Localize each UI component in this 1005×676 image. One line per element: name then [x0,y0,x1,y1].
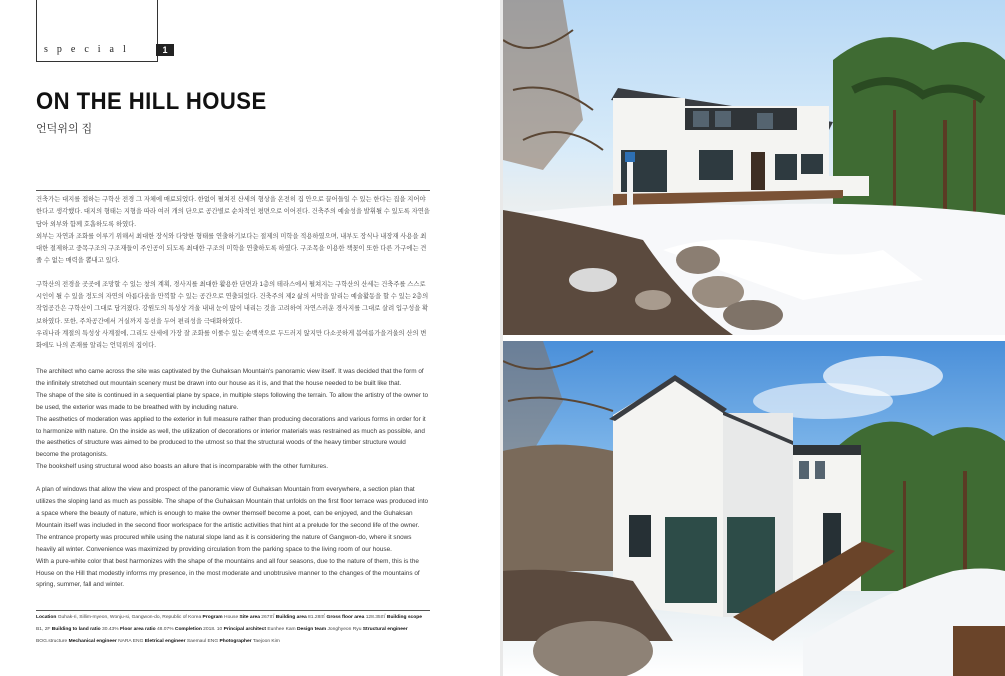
credit-value: 81.28㎡ [308,615,327,620]
english-paragraph: A plan of windows that allow the view and prospect of the panoramic view of Guhaksan Mountain from everywhere, a section plan that utilizes the sloping land as much as possible. The shape of the Guhaksan Mountain that unfolds on the first floor terrace was produced into a space where the beauty of nature, which is enough to make the owner themself become a poet, can be enjoyed, and the Guhaksan Mountain itself was included in the second floor workspace for the artistic activities that hint at a prelude for the second life of the owner. The entrance property was procured while using the natural slope land as it is considering the nature of Gangwon-do, where it snows heavily all winter. Convenience was maximized by providing circulation from the parking space to the living room of our house. With a pure-white color that best harmonizes with the shape of the mountains and all four seasons, due to the nature of them, this is the House on the Hill that modestly informs my presence, in the most moderate and unobtrusive manner to the changes of the mountains of spring, summer, fall and winter. [36,486,429,589]
credit-value: 128.35㎡ [365,615,387,620]
credit-value: 48.07% [156,627,175,632]
credit-label: Site area [239,615,262,620]
credit-label: Mechanical engineer [68,639,119,644]
credit-label: Photographer [219,639,253,644]
english-body [36,366,430,602]
house-photo-top [503,0,1005,335]
credit-label: Location [36,615,58,620]
credit-value: House [224,615,240,620]
article-title: ON THE HILL HOUSE [36,88,267,115]
project-credits [36,612,430,648]
credit-label: Structural engineer [362,627,408,632]
house-photo-bottom [503,341,1005,676]
left-page [0,0,500,676]
credit-label: Design team [296,627,328,632]
credit-value: Saemaul ENG [186,639,220,644]
korean-body [36,194,430,364]
top-rule [36,190,430,191]
credit-value: 2018. 10 [203,627,224,632]
credit-label: Program [202,615,225,620]
credit-label: Building scope [386,615,422,620]
house-photo-bottom-illustration [503,341,1005,676]
korean-paragraph: 구학산의 전경을 곳곳에 조망할 수 있는 창의 계획, 경사지를 최대한 활용한 단면과 1층의 테라스에서 펼쳐지는 구학산의 산세는 건축주를 스스로 시인이 될 수 있을 정도의 자연의 아름다움을 만끽할 수 있는 공간으로 연출되었다. 건축주의 제2 삶의 서막을 알리는 예술활동을 할 수 있는 2층의 작업공간은 구학산이 그대로 담겨졌다. 강원도의 특성상 겨울 내내 눈이 많이 내리는 것을 고려하여 자연스러운 경사지를 그대로 살려 입구성을 확보하였다. 또한, 주차공간에서 거실까지 동선을 두어 편리성을 극대화하였다. 우리나라 계절의 특성상 사계절에, 그리도 산세에 가장 잘 조화를 이룰수 있는 순백색으로 두드러지 않지만 다소곳하게 봄여름가을겨울의 산의 변화에도 나의 존재를 알리는 언덕위의 집이다. [36,280,429,350]
credit-label: Floor area ratio [119,627,157,632]
credit-label: Building area [275,615,309,620]
credit-value: 267㎡ [261,615,276,620]
credit-value: Guhak-ri, Sillim-myeon, Wonju-si, Gangwon-do, Republic of Korea [57,615,203,620]
credits-rule [36,610,430,611]
credit-label: Completion [174,627,204,632]
credit-value: Eunhee Kam [267,627,297,632]
credit-value: BOG.structure [36,639,69,644]
credit-label: Building to land ratio [51,627,103,632]
credit-label: Eletrical engineer [144,639,187,644]
credit-value: NARA ENG [118,639,145,644]
section-label: special [44,44,135,55]
credit-value: Jonghyeon Ryu [327,627,363,632]
credit-value: B1, 2F [36,627,52,632]
house-photo-top-illustration [503,0,1005,335]
english-paragraph: The architect who came across the site was captivated by the Guhaksan Mountain's panoramic view itself. It was decided that the form of the infinitely stretched out mountain scenery must be drawn into our house as it is, and that the house needed to be built like that. The shape of the site is continued in a sequential plane by space, in multiple steps following the terrain. To allow the artistry of the owner to be used, the exterior was made to be breathed with by including nature. The aesthetics of moderation was applied to the exterior in full measure rather than producing decorations and various forms in order for it to harmonize with nature. On the inside as well, the utilization of decorations or interior materials was restrained as much as possible, and the aesthetics of structure was aimed to be produced to the utmost so that the structural woods of the heavy timber structure would become the protagonists. The bookshelf using structural wood also boasts an allure that is incomparable with the other furnitures. [36,368,429,471]
section-number-badge: 1 [156,44,174,56]
credit-value: 30.43% [102,627,120,632]
credit-label: Gross floor area [326,615,366,620]
article-subtitle-korean: 언덕위의 집 [36,123,93,135]
korean-paragraph: 건축가는 대지를 접하는 구학산 전경 그 자체에 매료되었다. 한없이 펼쳐진 산세의 형상을 온전히 집 안으로 끌어들일 수 있는 한다는 집을 지어야 한다고 생각했다. 대지의 형태는 지형을 따라 여러 개의 단으로 공간별로 순차적인 평면으로 이어진다. 건축주의 예술성을 발휘될 수 있도록 자연을 담아 외부와 함께 호흡하도록 하였다. 외부는 자연과 조화를 이루기 위해서 최대한 장식와 다양한 형태를 연출하기보다는 절제의 미학을 적용하였으며, 내부도 장식나 내장재 사용을 최대한 절제하고 중목구조의 구조재들이 주인공이 되도록 최대한 구조의 미학을 연출하도록 하였다. 구조목을 이용한 책꽂이 또한 다른 가구에는 견줄 수 없는 매력을 뽐내고 있다. [36,196,430,265]
credit-value: Taejoon Kim [252,639,280,644]
credit-label: Principal architect [223,627,268,632]
